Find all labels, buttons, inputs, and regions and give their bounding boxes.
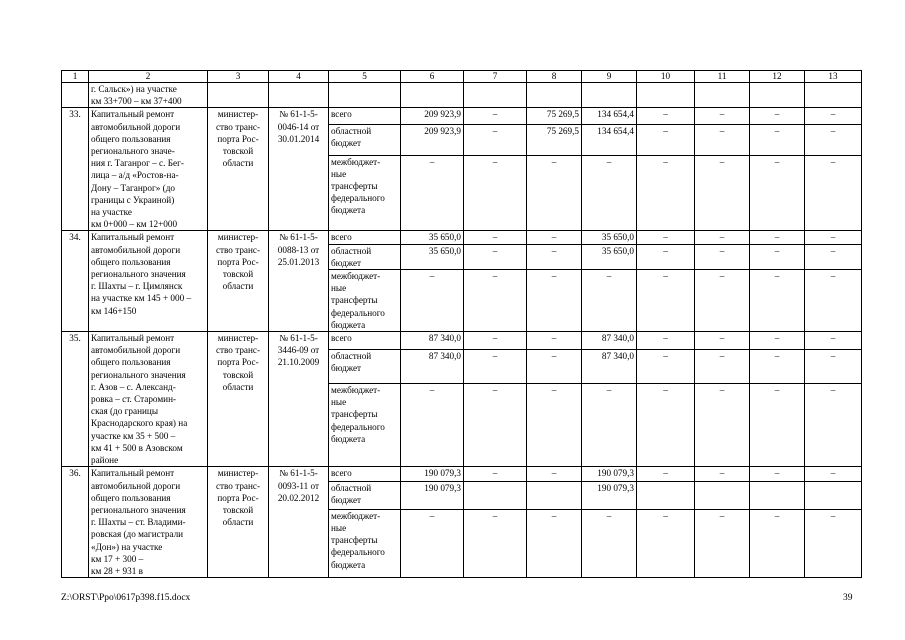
- amount-cell: –: [527, 270, 582, 332]
- amount-cell: –: [401, 155, 464, 231]
- object-name: Капитальный ремонт автомобильной дороги общего пользования регионального значе- ния г. Таганрог – с. Бег- лица – а/д «Ростов-на- Дону – Таганрог» (до границы с Украиной) на участке км 0+000 – км 12+000: [89, 108, 208, 231]
- amount-cell: 190 079,3: [401, 481, 464, 509]
- amount-cell: –: [401, 509, 464, 577]
- amount-cell: –: [637, 467, 695, 482]
- amount-cell: –: [464, 509, 527, 577]
- amount-cell: –: [695, 383, 750, 466]
- amount-cell: –: [750, 349, 805, 383]
- amount-cell: –: [805, 349, 862, 383]
- amount-cell: –: [750, 108, 805, 124]
- amount-cell: –: [637, 349, 695, 383]
- amount-cell: 35 650,0: [401, 231, 464, 244]
- amount-cell: –: [637, 155, 695, 231]
- amount-cell: 87 340,0: [582, 349, 637, 383]
- object-name: Капитальный ремонт автомобильной дороги общего пользования регионального значения г. Шахты – г. Цимлянск на участке км 145 + 000 – км 146+150: [89, 231, 208, 332]
- amount-cell: –: [750, 155, 805, 231]
- amount-cell: [464, 481, 527, 509]
- amount-cell: –: [805, 509, 862, 577]
- table-body: [62, 71, 862, 578]
- amount-cell: [805, 481, 862, 509]
- amount-cell: 35 650,0: [401, 244, 464, 269]
- column-number: 8: [527, 71, 582, 83]
- amount-cell: 190 079,3: [582, 481, 637, 509]
- amount-cell: –: [401, 383, 464, 466]
- column-number: 1: [62, 71, 89, 83]
- table-row: [62, 108, 862, 124]
- amount-cell: 75 269,5: [527, 124, 582, 155]
- column-number-row: [62, 71, 862, 83]
- row-number: 33.: [62, 108, 89, 231]
- amount-cell: –: [464, 332, 527, 350]
- amount-cell: [637, 481, 695, 509]
- amount-cell: –: [695, 124, 750, 155]
- amount-cell: –: [464, 383, 527, 466]
- amount-cell: –: [527, 332, 582, 350]
- amount-cell: –: [750, 244, 805, 269]
- amount-cell: –: [805, 244, 862, 269]
- amount-cell: –: [637, 383, 695, 466]
- approval-document: № 61-1-5- 0046-14 от 30.01.2014: [269, 108, 329, 231]
- customer: министер- ство транс- порта Рос- товской области: [208, 108, 269, 231]
- amount-cell: –: [637, 509, 695, 577]
- column-number: 12: [750, 71, 805, 83]
- amount-cell: –: [582, 155, 637, 231]
- amount-cell: –: [401, 270, 464, 332]
- amount-cell: –: [805, 124, 862, 155]
- amount-cell: –: [805, 467, 862, 482]
- amount-cell: –: [695, 349, 750, 383]
- amount-cell: –: [527, 155, 582, 231]
- row-number: 35.: [62, 332, 89, 467]
- table-row: [62, 467, 862, 482]
- table-row: [62, 332, 862, 350]
- amount-cell: –: [527, 349, 582, 383]
- funding-source: областной бюджет: [329, 481, 401, 509]
- amount-cell: –: [464, 467, 527, 482]
- amount-cell: 87 340,0: [582, 332, 637, 350]
- column-number: 9: [582, 71, 637, 83]
- funding-source: всего: [329, 332, 401, 350]
- column-number: 5: [329, 71, 401, 83]
- amount-cell: –: [750, 383, 805, 466]
- amount-cell: 209 923,9: [401, 108, 464, 124]
- funding-source: межбюджет- ные трансферты федерального бюджета: [329, 509, 401, 577]
- funding-source: областной бюджет: [329, 244, 401, 269]
- column-number: 2: [89, 71, 208, 83]
- amount-cell: 134 654,4: [582, 124, 637, 155]
- amount-cell: –: [695, 155, 750, 231]
- file-path: Z:\ORST\Ppo\0617p398.f15.docx: [61, 593, 191, 603]
- object-name: Капитальный ремонт автомобильной дороги общего пользования регионального значения г. Шахты – ст. Владими- ровская (до магистрали «Дон») на участке км 17 + 300 – км 28 + 931 в: [89, 467, 208, 578]
- amount-cell: –: [637, 332, 695, 350]
- amount-cell: –: [695, 509, 750, 577]
- amount-cell: –: [750, 270, 805, 332]
- amount-cell: [527, 481, 582, 509]
- amount-cell: –: [637, 244, 695, 269]
- amount-cell: –: [805, 231, 862, 244]
- customer: министер- ство транс- порта Рос- товской области: [208, 231, 269, 332]
- amount-cell: –: [695, 244, 750, 269]
- amount-cell: –: [527, 509, 582, 577]
- object-name: Капитальный ремонт автомобильной дороги общего пользования регионального значения г. Азов – с. Александ- ровка – ст. Старомин- ская (до границы Краснодарского края) на участке км 35 + 500 – км 41 + 500 в Азовском районе: [89, 332, 208, 467]
- amount-cell: –: [464, 231, 527, 244]
- amount-cell: –: [527, 244, 582, 269]
- amount-cell: 75 269,5: [527, 108, 582, 124]
- amount-cell: –: [464, 349, 527, 383]
- amount-cell: –: [750, 231, 805, 244]
- amount-cell: –: [464, 155, 527, 231]
- funding-source: всего: [329, 467, 401, 482]
- funding-source: всего: [329, 108, 401, 124]
- approval-document: № 61-1-5- 0093-11 от 20.02.2012: [269, 467, 329, 578]
- amount-cell: –: [695, 270, 750, 332]
- column-number: 10: [637, 71, 695, 83]
- amount-cell: –: [637, 108, 695, 124]
- amount-cell: –: [805, 383, 862, 466]
- column-number: 4: [269, 71, 329, 83]
- amount-cell: –: [464, 244, 527, 269]
- column-number: 6: [401, 71, 464, 83]
- amount-cell: –: [464, 108, 527, 124]
- amount-cell: –: [750, 467, 805, 482]
- amount-cell: 190 079,3: [582, 467, 637, 482]
- column-number: 13: [805, 71, 862, 83]
- amount-cell: [695, 481, 750, 509]
- amount-cell: –: [637, 270, 695, 332]
- approval-document: № 61-1-5- 0088-13 от 25.01.2013: [269, 231, 329, 332]
- column-number: 3: [208, 71, 269, 83]
- amount-cell: [750, 481, 805, 509]
- page-number: 39: [843, 593, 853, 603]
- funding-source: межбюджет- ные трансферты федерального бюджета: [329, 155, 401, 231]
- amount-cell: 190 079,3: [401, 467, 464, 482]
- column-number: 11: [695, 71, 750, 83]
- amount-cell: –: [695, 467, 750, 482]
- amount-cell: –: [464, 124, 527, 155]
- funding-source: межбюджет- ные трансферты федерального бюджета: [329, 270, 401, 332]
- table-row: [62, 231, 862, 244]
- column-number: 7: [464, 71, 527, 83]
- amount-cell: –: [527, 467, 582, 482]
- funding-source: областной бюджет: [329, 124, 401, 155]
- customer: министер- ство транс- порта Рос- товской области: [208, 467, 269, 578]
- amount-cell: –: [582, 509, 637, 577]
- amount-cell: –: [464, 270, 527, 332]
- amount-cell: 134 654,4: [582, 108, 637, 124]
- budget-table: [61, 70, 862, 578]
- amount-cell: –: [695, 332, 750, 350]
- amount-cell: 35 650,0: [582, 231, 637, 244]
- amount-cell: –: [527, 231, 582, 244]
- amount-cell: –: [750, 509, 805, 577]
- amount-cell: –: [695, 108, 750, 124]
- continued-row: [62, 83, 862, 108]
- row-number: 36.: [62, 467, 89, 578]
- amount-cell: –: [637, 124, 695, 155]
- funding-source: всего: [329, 231, 401, 244]
- amount-cell: 35 650,0: [582, 244, 637, 269]
- approval-document: № 61-1-5- 3446-09 от 21.10.2009: [269, 332, 329, 467]
- amount-cell: –: [582, 270, 637, 332]
- amount-cell: 87 340,0: [401, 332, 464, 350]
- customer: министер- ство транс- порта Рос- товской области: [208, 332, 269, 467]
- amount-cell: –: [805, 155, 862, 231]
- amount-cell: –: [527, 383, 582, 466]
- amount-cell: –: [750, 124, 805, 155]
- amount-cell: –: [695, 231, 750, 244]
- amount-cell: –: [750, 332, 805, 350]
- amount-cell: –: [805, 108, 862, 124]
- amount-cell: –: [805, 270, 862, 332]
- row-number: 34.: [62, 231, 89, 332]
- funding-source: межбюджет- ные трансферты федерального бюджета: [329, 383, 401, 466]
- amount-cell: –: [582, 383, 637, 466]
- funding-source: областной бюджет: [329, 349, 401, 383]
- amount-cell: –: [805, 332, 862, 350]
- amount-cell: 87 340,0: [401, 349, 464, 383]
- amount-cell: 209 923,9: [401, 124, 464, 155]
- continued-object-name: г. Сальск») на участке км 33+700 – км 37+400: [89, 83, 208, 108]
- amount-cell: –: [637, 231, 695, 244]
